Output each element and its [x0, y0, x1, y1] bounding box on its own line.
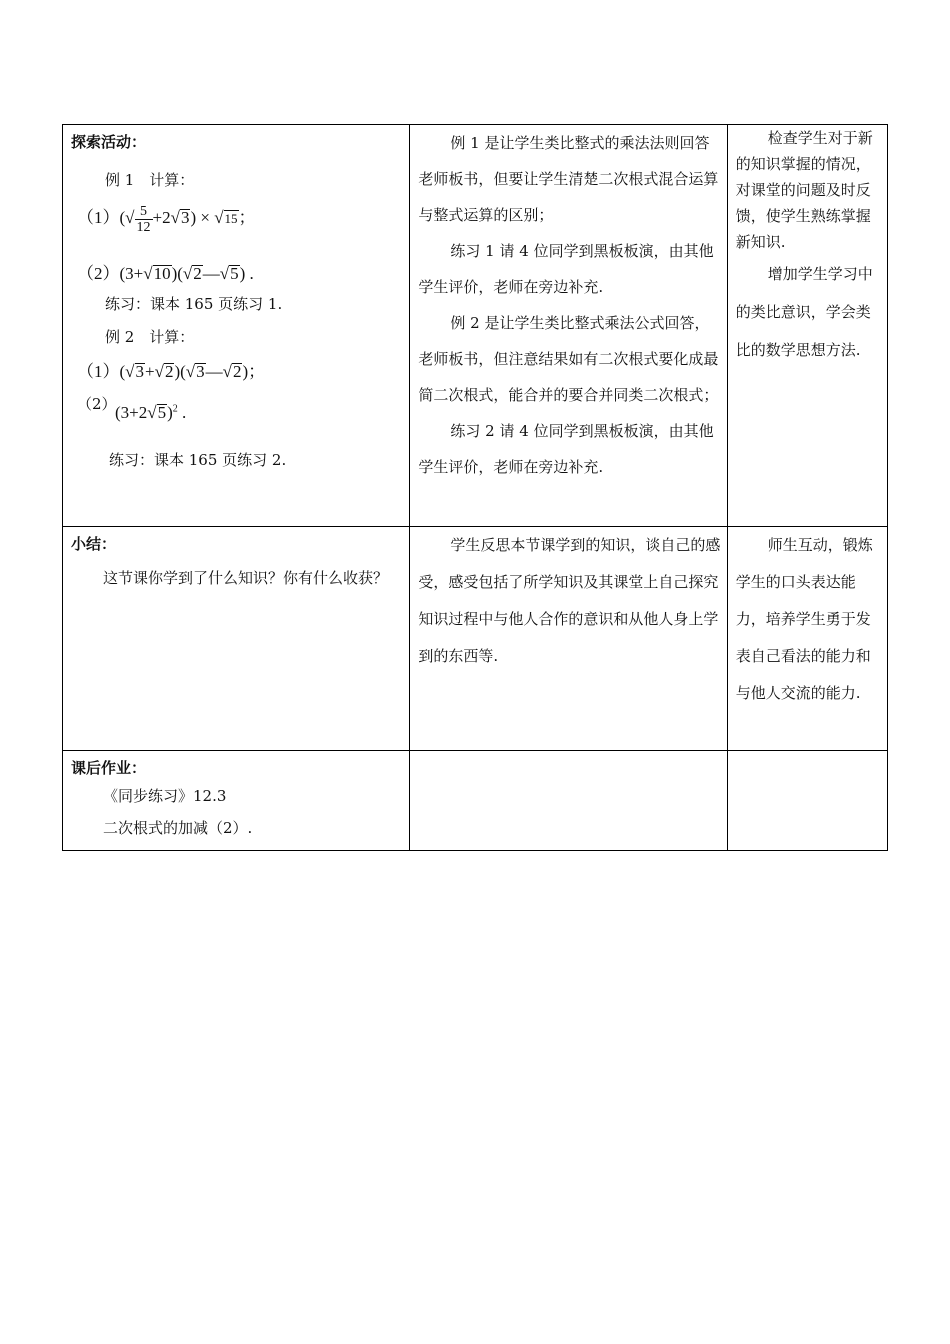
problem-index: （1） — [77, 208, 120, 227]
example2-problem2: $(3+2√5)^2$ . — [115, 403, 187, 422]
intent-paragraph: 增加学生学习中的类比意识，学会类比的数学思想方法. — [735, 265, 873, 359]
example2-problem2-index: （2） — [77, 395, 117, 413]
homework-cell — [63, 751, 410, 851]
explore-process-cell — [410, 125, 727, 527]
process-paragraph: 练习 1 请 4 位同学到黑板板演，由其他学生评价，老师在旁边补充. — [418, 242, 714, 296]
math-text: )( — [171, 264, 183, 283]
example1-problem1: （1）(√ $\frac{5}{12}$ +2√3) × √15； — [77, 203, 256, 235]
explore-intent-cell — [727, 125, 887, 527]
summary-question: 这节课你学到了什么知识？你有什么收获？ — [103, 569, 389, 587]
radicand: 5 — [230, 264, 239, 283]
exponent: 2 — [172, 403, 178, 415]
radicand: 3 — [135, 362, 145, 381]
summary-cell — [63, 527, 410, 751]
radicand: 2 — [232, 362, 242, 381]
process-paragraph: 练习 2 请 4 位同学到黑板板演，由其他学生评价，老师在旁边补充. — [418, 422, 714, 476]
homework-heading: 课后作业： — [71, 759, 147, 777]
lesson-table — [62, 124, 888, 851]
fraction-numerator: 5 — [135, 204, 153, 220]
radicand: 15 — [224, 211, 238, 226]
example1-label: 例 1 计算： — [105, 171, 195, 189]
table-row-summary — [63, 527, 888, 751]
math-text: )( — [174, 362, 186, 381]
math-text: ) × — [190, 208, 210, 227]
explore-activity-cell — [63, 125, 410, 527]
math-text: ) — [167, 403, 173, 422]
example2-label: 例 2 计算： — [105, 328, 195, 346]
example2-problem1: （1）(√3+√2)(√3—√2)； — [77, 362, 266, 381]
example1-problem2: （2）(3+√10)(√2—√5) . — [77, 264, 254, 283]
radicand: 5 — [157, 403, 167, 422]
summary-intent-cell — [727, 527, 887, 751]
math-text: +2 — [152, 208, 171, 227]
radicand: 3 — [196, 362, 205, 381]
math-text: . — [182, 403, 187, 422]
radicand: 10 — [153, 264, 171, 283]
homework-intent-cell — [727, 751, 887, 851]
math-text: )； — [242, 362, 266, 381]
process-paragraph: 例 2 是让学生类比整式乘法公式回答，老师板书，但注意结果如有二次根式要化成最简二次根式，能合并的要合并同类二次根式； — [418, 314, 719, 404]
radicand: 2 — [193, 264, 202, 283]
summary-process-text: 学生反思本节课学到的知识，谈自己的感受，感受包括了所学知识及其课堂上自己探究知识过程中与他人合作的意识和从他人身上学到的东西等. — [418, 536, 721, 665]
explore-heading: 探索活动： — [71, 133, 147, 151]
summary-intent-text: 师生互动，锻炼学生的口头表达能力，培养学生勇于发表自己看法的能力和与他人交流的能力. — [735, 536, 873, 702]
math-text: + — [145, 362, 155, 381]
problem-index: （2） — [77, 264, 120, 283]
radicand: 2 — [164, 362, 174, 381]
summary-process-cell — [410, 527, 727, 751]
homework-process-cell — [410, 751, 727, 851]
radicand: 3 — [180, 208, 190, 227]
problem-index: （1） — [77, 362, 120, 381]
practice1-text: 练习：课本 165 页练习 1. — [105, 295, 283, 313]
math-text: ； — [238, 208, 256, 227]
math-text: — — [205, 362, 223, 381]
practice2-text: 练习：课本 165 页练习 2. — [109, 451, 287, 469]
table-row-explore — [63, 125, 888, 527]
fraction-denominator: 12 — [136, 219, 151, 235]
math-text: (3+ — [119, 264, 144, 283]
intent-paragraph: 检查学生对于新的知识掌握的情况，对课堂的问题及时反馈，使学生熟练掌握新知识. — [735, 129, 873, 251]
process-paragraph: 例 1 是让学生类比整式的乘法法则回答老师板书，但要让学生清楚二次根式混合运算与整式运算的区别； — [418, 134, 719, 224]
math-text: (3+2 — [115, 403, 148, 422]
homework-line: 《同步练习》12.3 — [103, 787, 227, 805]
fraction — [135, 204, 153, 235]
table-row-homework — [63, 751, 888, 851]
math-text: ) . — [239, 264, 254, 283]
math-text: ( — [119, 362, 126, 381]
math-text: — — [202, 264, 220, 283]
homework-line: 二次根式的加减（2）. — [103, 819, 253, 837]
summary-heading: 小结： — [71, 535, 117, 553]
